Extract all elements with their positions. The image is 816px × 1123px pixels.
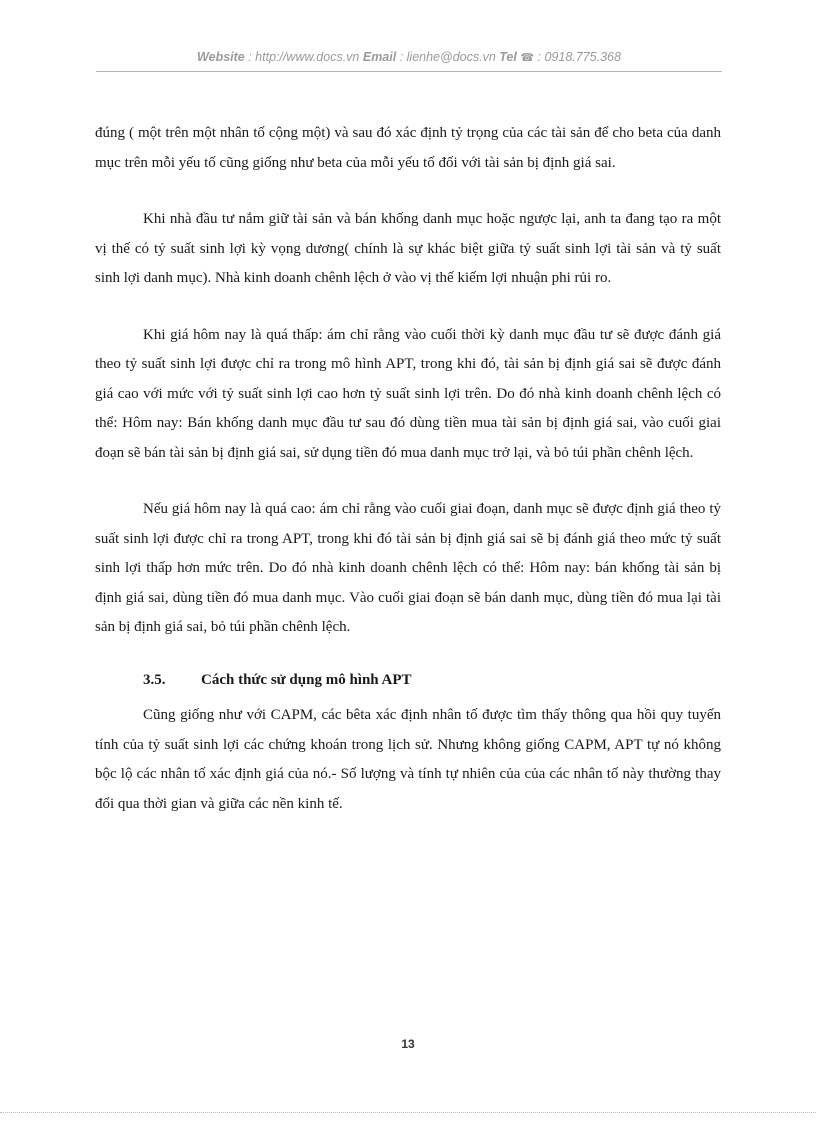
email-label: Email [362,50,397,64]
document-body [95,119,721,819]
paragraph-3: Khi giá hôm nay là quá thấp: ám chỉ rằng vào cuối thời kỳ danh mục đầu tư sẽ được đánh giá theo tỷ suất sinh lợi được chỉ ra trong mô hình APT, trong khi đó, tài sản bị định giá sai sẽ được đánh giá cao với mức với tỷ suất sinh lợi cao hơn tỷ suất sinh lợi trên. Do đó nhà kinh doanh chênh lệch có thể: Hôm nay: Bán khống danh mục đầu tư sau đó dùng tiền mua tài sản bị định giá sai, vào cuối giai đoạn sẽ bán tài sản bị định giá sai, sử dụng tiền đó mua danh mục trở lại, và bỏ túi phần chênh lệch. [95,326,721,461]
tel-label: Tel [499,50,517,64]
paragraph-1: đúng ( một trên một nhân tố cộng một) và sau đó xác định tỷ trọng của các tài sản để cho beta của danh mục trên mỗi yếu tố cũng giống như beta của mỗi yếu tố đối với tài sản bị định giá sai. [95,125,721,171]
website-label: Website [197,50,245,64]
section-paragraph: Cũng giống như với CAPM, các bêta xác định nhân tố được tìm thấy thông qua hồi quy tuyến tính của tỷ suất sinh lợi các chứng khoán trong lịch sử. Nhưng không giống CAPM, APT tự nó không bộc lộ các nhân tố xác định giá của nó.- Số lượng và tính tự nhiên của của các nhân tố này thường thay đổi qua thời gian và giữa các nền kinh tế. [95,707,721,812]
section-number: 3.5. [143,671,166,688]
tel-number: : 0918.775.368 [534,50,621,64]
page-number: 13 [401,1037,415,1051]
paragraph-4: Nếu giá hôm nay là quá cao: ám chỉ rằng vào cuối giai đoạn, danh mục sẽ được định giá theo tỷ suất sinh lợi được chỉ ra trong APT, trong khi đó tài sản bị định giá sai sẽ bị đánh giá theo mức tỷ suất sinh lợi thấp hơn mức trên. Do đó nhà kinh doanh chênh lệch có thể: Hôm nay: bán khống tài sản bị định giá sai, dùng tiền đó mua danh mục. Vào cuối giai đoạn sẽ bán danh mục, dùng tiền đó mua lại tài sản bị định giá sai, bỏ túi phần chênh lệch. [95,501,721,635]
paragraph-2: Khi nhà đầu tư nắm giữ tài sản và bán khống danh mục hoặc ngược lại, anh ta đang tạo ra một vị thế có tỷ suất sinh lợi kỳ vọng dương( chính là sự khác biệt giữa tỷ suất sinh lợi tài sản và tỷ suất sinh lợi danh mục). Nhà kinh doanh chênh lệch ở vào vị thế kiếm lợi nhuận phi rủi ro. [95,211,721,286]
header-divider [96,71,722,72]
email-address: : lienhe@docs.vn [396,50,500,64]
section-heading [95,666,721,696]
page-header [96,50,722,70]
page-bottom-border [0,1112,816,1113]
phone-icon: ☎ [520,52,535,64]
section-title: Cách thức sử dụng mô hình APT [201,671,412,688]
website-url: : http://www.docs.vn [244,50,363,64]
